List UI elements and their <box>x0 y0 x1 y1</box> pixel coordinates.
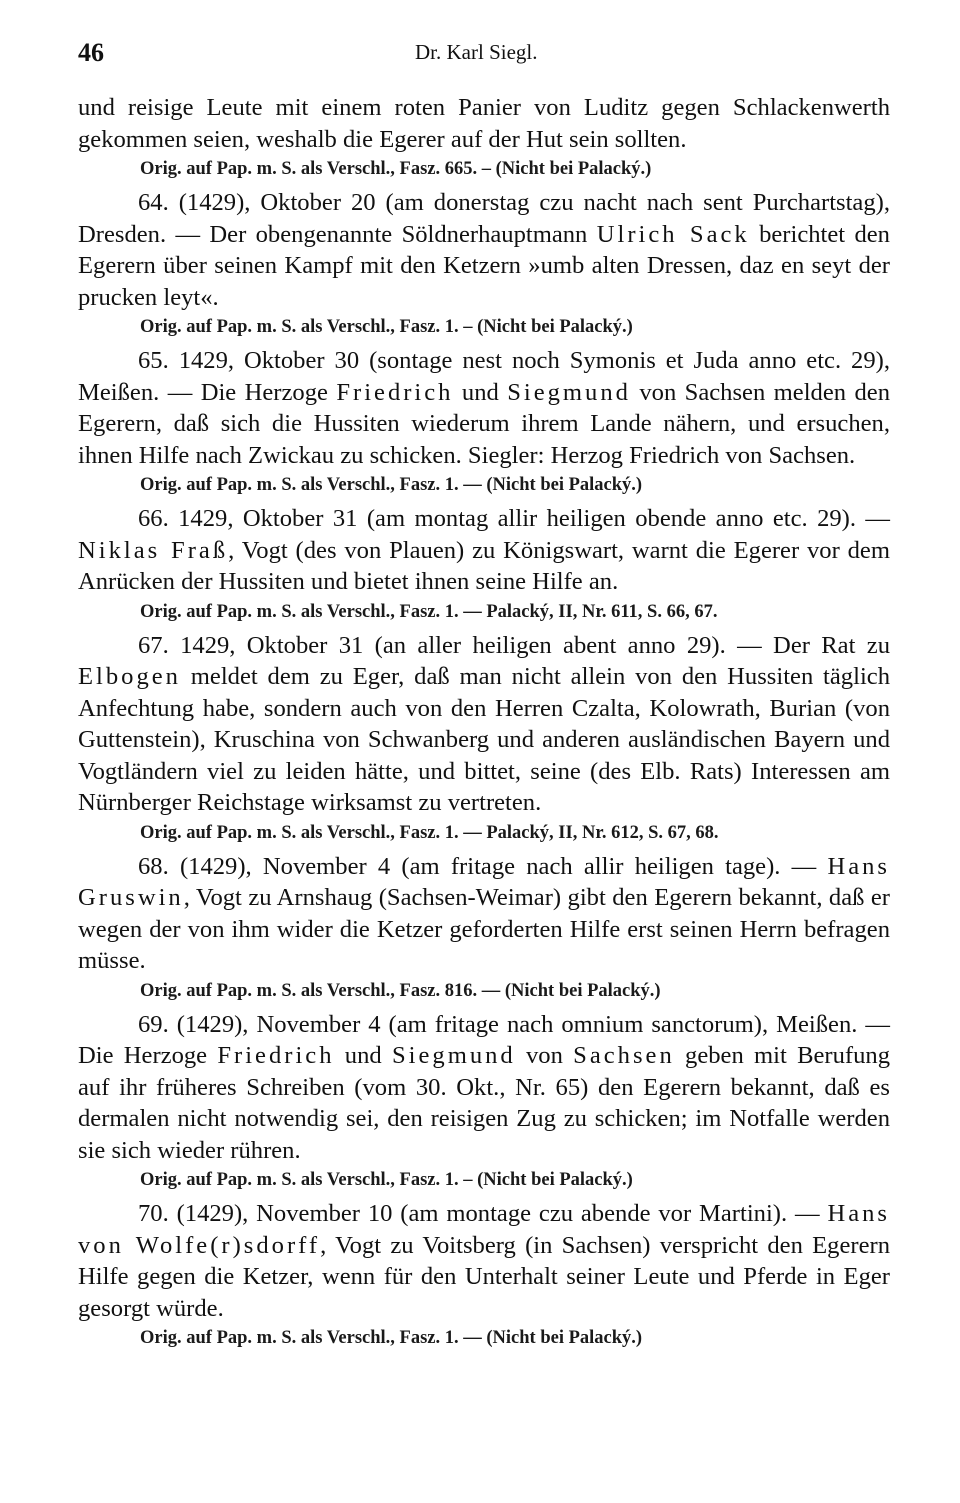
source-note: Orig. auf Pap. m. S. als Verschl., Fasz. 1. — Palacký, II, Nr. 612, S. 67, 68. <box>140 822 719 843</box>
entry-69 <box>78 1009 890 1167</box>
entry-text: , Vogt zu Voitsberg (in Sachsen) verspricht den Egerern Hilfe gegen die Ketzer, wenn für den Unterhalt seiner Leute und Pferde in Eger gesorgt würde. <box>78 1231 890 1322</box>
source-note: Orig. auf Pap. m. S. als Verschl., Fasz. 665. – (Nicht bei Palacký.) <box>140 159 652 179</box>
entry-66 <box>78 503 890 598</box>
entry-65 <box>78 345 890 471</box>
entry-text: von Sachsen melden den Egerern, daß sich die Hussiten wiederum ihrem Lande nähern, und ersuchen, ihnen Hilfe nach Zwickau zu schicken. Siegler: Herzog Friedrich von Sachsen. <box>78 378 890 469</box>
entry-text: von <box>515 1042 574 1069</box>
entry-text: berichtet den Egerern über seinen Kampf mit den Ketzern »umb alten Dressen, daz en seyt der prucken leyt«. <box>78 220 890 311</box>
entry-text: 70. (1429), November 10 (am montage czu abende vor Martini). — <box>138 1200 828 1227</box>
person-name: Hans Gruswin <box>78 852 890 911</box>
page-header <box>78 38 890 78</box>
place-name: Elbogen <box>78 663 181 690</box>
entry-64 <box>78 187 890 313</box>
place-name: Sachsen <box>573 1042 675 1069</box>
entry-text: geben mit Berufung auf ihr früheres Schreiben (vom 30. Okt., Nr. 65) den Egerern bekannt, daß es dermalen nicht notwendig sei, den reisigen Zug zu schicken; im Notfalle werden sie sich wieder rühren. <box>78 1042 891 1164</box>
source-note: Orig. auf Pap. m. S. als Verschl., Fasz. 1. – (Nicht bei Palacký.) <box>140 1170 633 1190</box>
source-note: Orig. auf Pap. m. S. als Verschl., Fasz. 1. — (Nicht bei Palacký.) <box>140 1328 643 1348</box>
page-number: 46 <box>78 38 104 67</box>
body-text <box>78 92 890 1356</box>
entry-text: meldet dem zu Eger, daß man nicht allein von den Hussiten täglich Anfechtung habe, sondern auch von den Herren Czalta, Kolowrath, Burian (von Guttenstein), Kruschina von Schwanberg und anderen ausländischen Bayern und Vogtländern viel zu leiden hätte, und bittet, seine (des Elb. Rats) Interessen am Nürnberger Reichstage wirksamst zu vertreten. <box>78 663 890 816</box>
entry-text: , Vogt (des von Plauen) zu Königswart, warnt die Egerer vor dem Anrücken der Hussiten und bietet ihnen seine Hilfe an. <box>78 536 890 595</box>
person-name: Siegmund <box>507 378 631 406</box>
person-name: Niklas Fraß <box>78 536 229 564</box>
entry-text: 65. 1429, Oktober 30 (sontage nest noch Symonis et Juda anno etc. 29), Meißen. — Die Herzoge <box>78 347 890 406</box>
entry-text: 64. (1429), Oktober 20 (am donerstag czu nacht nach sent Purchartstag), Dresden. — Der obengenannte Söldnerhauptmann <box>78 189 890 248</box>
person-name: Siegmund <box>391 1042 516 1069</box>
person-name: Ulrich Sack <box>596 220 750 248</box>
entry-70 <box>78 1198 890 1324</box>
source-note: Orig. auf Pap. m. S. als Verschl., Fasz. 816. — (Nicht bei Palacký.) <box>140 980 661 1001</box>
running-title: Dr. Karl Siegl. <box>415 40 538 64</box>
entry-text: 68. (1429), November 4 (am fritage nach allir heiligen tage). — <box>138 852 828 880</box>
source-note: Orig. auf Pap. m. S. als Verschl., Fasz. 1. — (Nicht bei Palacký.) <box>140 475 643 495</box>
source-note: Orig. auf Pap. m. S. als Verschl., Fasz. 1. — Palacký, II, Nr. 611, S. 66, 67. <box>140 601 718 622</box>
source-note: Orig. auf Pap. m. S. als Verschl., Fasz. 1. – (Nicht bei Palacký.) <box>140 317 633 337</box>
entry-68 <box>78 851 890 977</box>
entry-67 <box>78 630 890 819</box>
entry-text: und <box>334 1042 392 1069</box>
entry-text: und <box>453 378 508 406</box>
entry-text: 67. 1429, Oktober 31 (an aller heiligen abent anno 29). — Der Rat zu <box>138 631 890 659</box>
entry-text: 69. (1429), November 4 (am fritage nach omnium sanctorum), Meißen. — Die Herzoge <box>78 1010 890 1069</box>
paragraph-continuation: und reisige Leute mit einem roten Panier von Luditz gegen Schlackenwerth gekommen seien, weshalb die Egerer auf der Hut sein sollten. <box>78 94 890 153</box>
entry-text: , Vogt zu Arnshaug (Sachsen-Weimar) gibt den Egerern bekannt, daß er wegen der von ihm wider die Ketzer geforderten Hilfe erst seinen Herrn befragen müsse. <box>78 884 890 974</box>
person-name: Friedrich <box>217 1042 335 1069</box>
entry-text: 66. 1429, Oktober 31 (am montag allir heiligen obende anno etc. 29). — <box>138 505 890 532</box>
person-name: Friedrich <box>336 378 454 406</box>
person-name: Hans von Wolfe(r)sdorff <box>78 1200 890 1259</box>
